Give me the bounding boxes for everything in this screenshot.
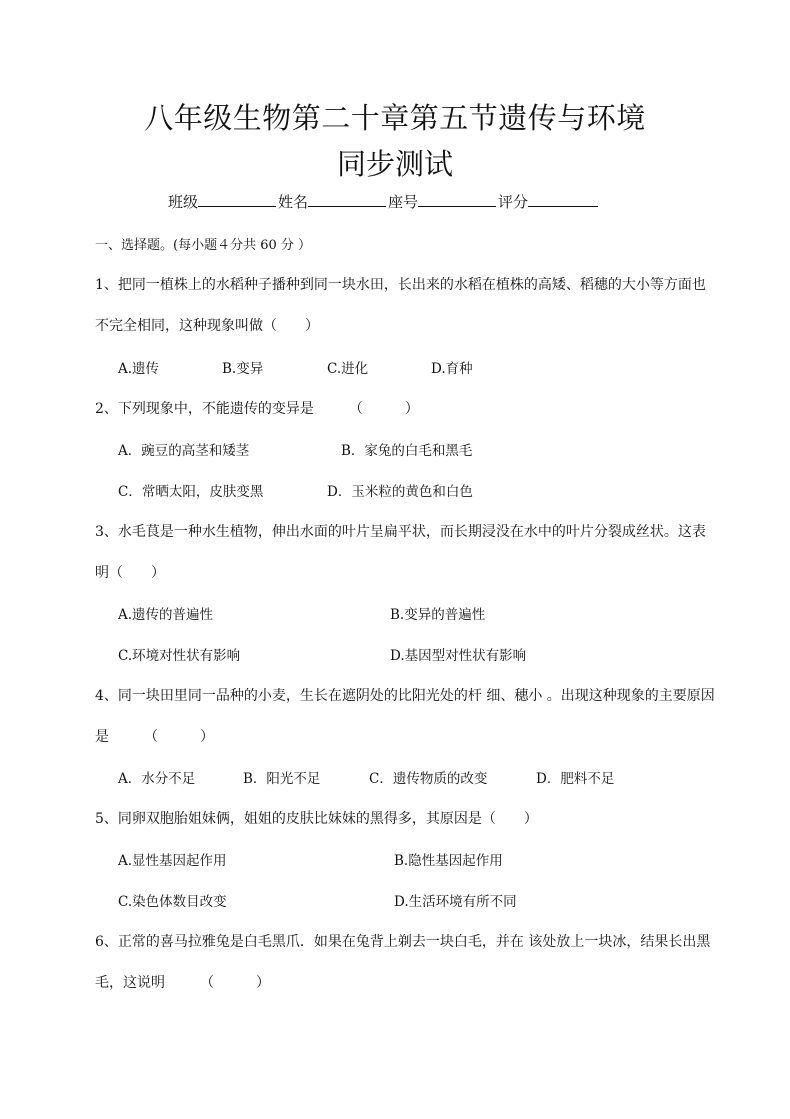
question-4-option-b[interactable]: B．阳光不足 (243, 771, 321, 787)
seat-blank[interactable] (418, 192, 496, 207)
student-info-row (168, 191, 600, 212)
question-3-option-c[interactable]: C.环境对性状有影响 (118, 648, 241, 664)
question-6-line-1: 6、正常的喜马拉雅兔是白毛黑爪．如果在兔背上剃去一块白毛，并在 该处放上一块冰，结果长出黑 (95, 934, 711, 950)
question-5-option-b[interactable]: B.隐性基因起作用 (394, 853, 503, 869)
score-blank[interactable] (528, 192, 598, 207)
page-subtitle: 同步测试 (336, 147, 453, 181)
class-blank[interactable] (198, 192, 276, 207)
question-3-line-1: 3、水毛茛是一种水生植物，伸出水面的叶片呈扁平状，而长期浸没在水中的叶片分裂成丝状。这表 (95, 524, 706, 540)
question-4-line-2: 是 （ ） (95, 729, 214, 745)
name-blank[interactable] (308, 192, 386, 207)
page-title: 八年级生物第二十章第五节遗传与环境 (144, 101, 646, 135)
question-3-option-b[interactable]: B.变异的普遍性 (390, 607, 486, 623)
question-2-option-b[interactable]: B．家兔的白毛和黑毛 (341, 443, 473, 459)
question-4-option-c[interactable]: C．遗传物质的改变 (369, 771, 488, 787)
section-heading: 一、选择题。(每小题４分共 60 分 ） (95, 238, 312, 253)
question-3-option-a[interactable]: A.遗传的普遍性 (118, 607, 214, 623)
question-5-option-a[interactable]: A.显性基因起作用 (118, 853, 227, 869)
question-4-option-d[interactable]: D．肥料不足 (536, 771, 615, 787)
question-1-option-d[interactable]: D.育种 (431, 361, 473, 377)
question-1-option-a[interactable]: A.遗传 (118, 361, 160, 377)
question-1-line-1: 1、把同一植株上的水稻种子播种到同一块水田，长出来的水稻在植株的高矮、稻穗的大小等方面也 (95, 277, 706, 293)
question-1-line-2: 不完全相同，这种现象叫做（ ） (95, 318, 319, 334)
question-2-option-c[interactable]: C．常晒太阳，皮肤变黑 (118, 484, 264, 500)
name-label: 姓名 (278, 193, 309, 211)
question-4-line-1: 4、同一块田里同一品种的小麦，生长在遮阴处的比阳光处的杆 细、穗小 。出现这种现象的主要原因 (95, 688, 715, 704)
question-3-option-d[interactable]: D.基因型对性状有影响 (390, 648, 527, 664)
question-6-line-2: 毛，这说明 （ ） (95, 975, 270, 991)
question-1-option-c[interactable]: C.进化 (327, 361, 369, 377)
question-2-option-d[interactable]: D．玉米粒的黄色和白色 (327, 484, 473, 500)
question-4-option-a[interactable]: A．水分不足 (118, 771, 196, 787)
score-label: 评分 (498, 193, 529, 211)
question-1-option-b[interactable]: B.变异 (222, 361, 264, 377)
question-2-option-a[interactable]: A．豌豆的高茎和矮茎 (118, 443, 250, 459)
question-5-option-d[interactable]: D.生活环境有所不同 (394, 894, 517, 910)
seat-label: 座号 (388, 193, 419, 211)
question-3-line-2: 明（ ） (95, 565, 165, 581)
question-5-line-1: 5、同卵双胞胎姐妹俩，姐姐的皮肤比妹妹的黑得多，其原因是（ ） (95, 811, 538, 827)
question-2-line-1: 2、下列现象中，不能遗传的变异是 （ ） (95, 401, 419, 417)
class-label: 班级 (168, 193, 199, 211)
question-5-option-c[interactable]: C.染色体数目改变 (118, 894, 227, 910)
